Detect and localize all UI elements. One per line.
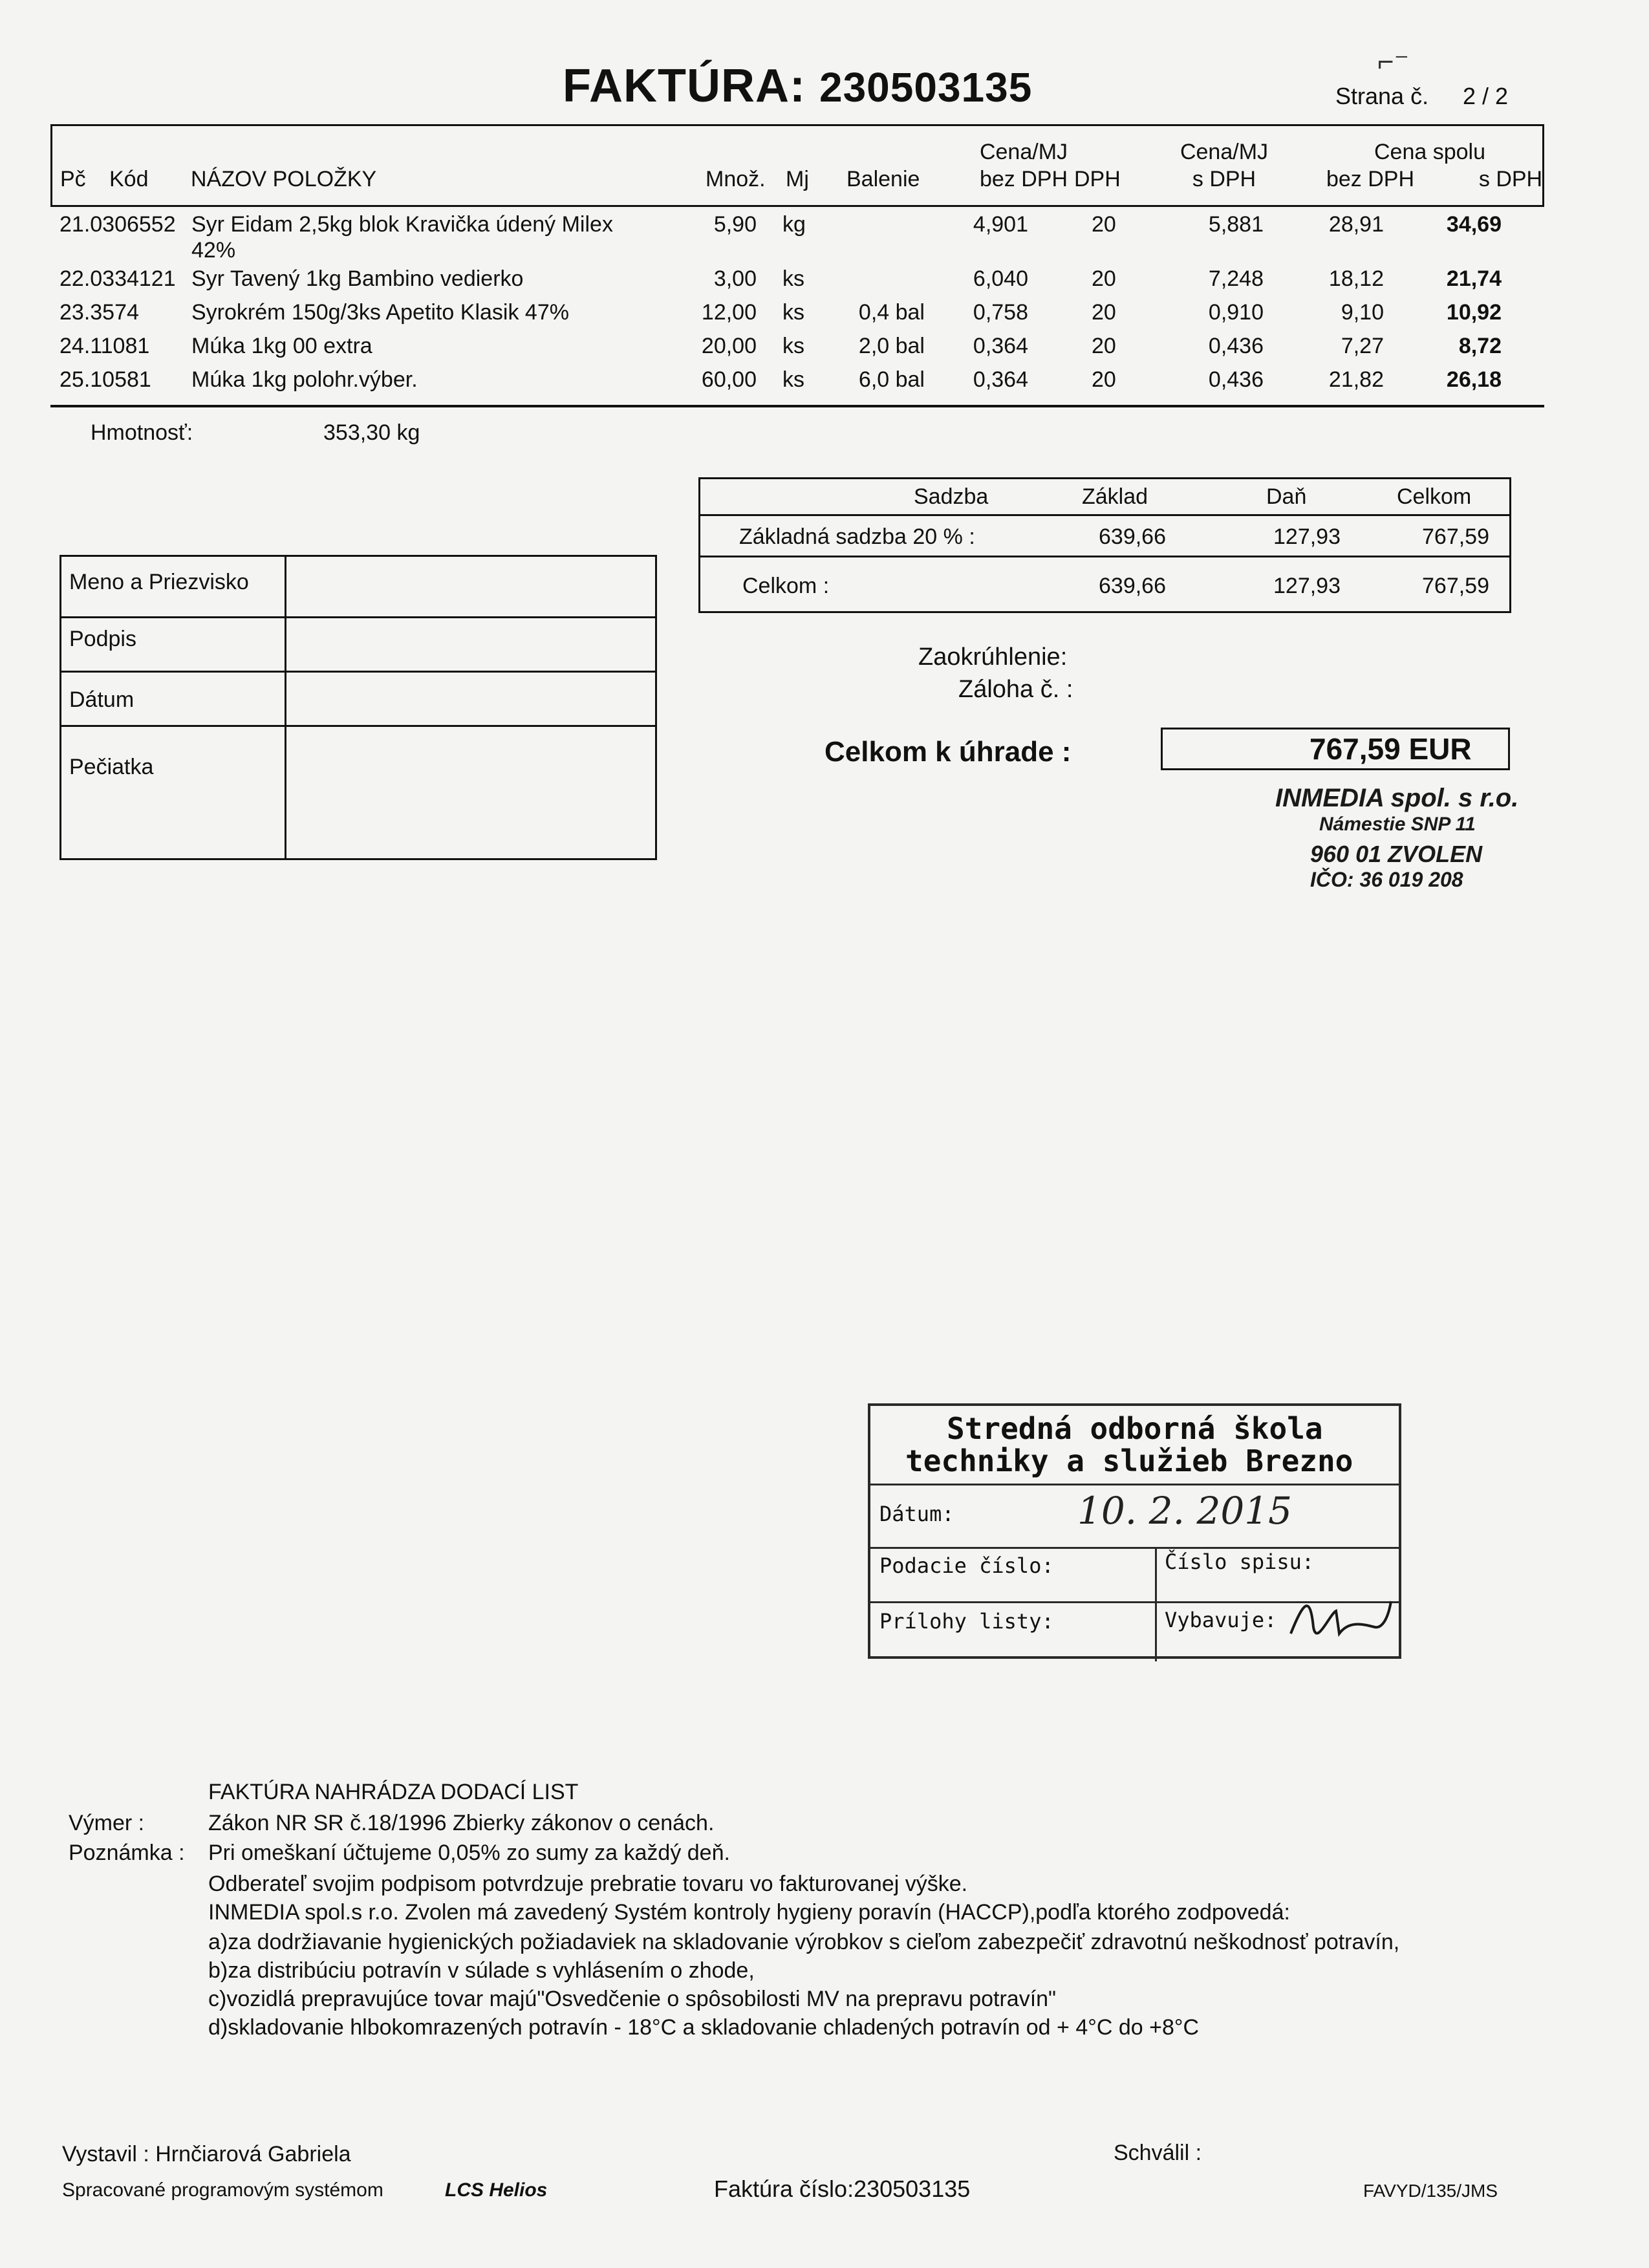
item-vat: 20 [1092,212,1116,237]
vat-basic-base: 639,66 [1099,524,1166,549]
vat-basic-tax: 127,93 [1273,524,1341,549]
item-price-vat: 7,248 [1208,266,1264,291]
item-no: 22.0334121 [59,266,176,291]
note-line: c)vozidlá prepravujúce tovar majú"Osvedčenie o spôsobilosti MV na prepravu potravín" [208,1987,1057,2011]
table-row [0,300,1649,336]
signature-rule [61,616,655,618]
table-bottom-rule [50,405,1544,407]
item-unit: ks [782,300,804,325]
item-price-vat: 0,436 [1208,367,1264,392]
item-total: 7,27 [1341,334,1384,358]
item-name: Múka 1kg 00 extra [191,334,372,358]
notes-heading: FAKTÚRA NAHRÁDZA DODACÍ LIST [208,1780,579,1804]
item-qty: 20,00 [701,334,757,358]
item-price: 4,901 [973,212,1028,237]
note-line: d)skladovanie hlbokomrazených potravín - 18°C a skladovanie chladených potravín od + 4°C do +8°C [208,2015,1200,2040]
table-row [0,212,1649,263]
invoice-title-label: FAKTÚRA: [563,60,806,112]
item-vat: 20 [1092,334,1116,358]
stamp-divider [1155,1547,1157,1661]
item-no: 21.0306552 [59,212,176,237]
vat-total-total: 767,59 [1422,574,1489,598]
table-row [0,367,1649,404]
vat-header-tax: Daň [1266,484,1307,509]
item-pack: 0,4 bal [858,300,925,325]
page-label: Strana č. [1335,83,1429,109]
item-qty: 12,00 [701,300,757,325]
table-row [0,334,1649,370]
signature-rule [61,725,655,727]
vat-divider [700,514,1509,516]
item-pack: 2,0 bal [858,334,925,358]
page-value: 2 / 2 [1463,83,1509,109]
school-receipt-stamp [868,1403,1401,1659]
vat-header-rate: Sadzba [914,484,989,509]
item-price-vat: 0,910 [1208,300,1264,325]
col-dph: DPH [1074,167,1121,191]
item-name: Múka 1kg polohr.výber. [191,367,418,392]
stamp-ico: IČO: 36 019 208 [1310,868,1463,891]
item-no: 25.10581 [59,367,151,392]
vat-divider [700,556,1509,557]
item-unit: ks [782,266,804,291]
stamp-vybavuje-label: Vybavuje: [1165,1608,1277,1632]
item-vat: 20 [1092,266,1116,291]
col-pc: Pč [60,167,86,191]
handwritten-mark: ⌐⁻ [1377,46,1409,78]
item-price: 0,364 [973,334,1028,358]
vat-header-total: Celkom [1397,484,1472,509]
stamp-podacie-label: Podacie číslo: [879,1553,1054,1578]
stamp-rule [870,1484,1399,1485]
item-total-vat: 8,72 [1458,334,1502,358]
sig-name-label: Meno a Priezvisko [69,570,249,594]
footer-invoice-value: 230503135 [854,2176,971,2202]
vat-total-base: 639,66 [1099,574,1166,598]
sig-date-label: Dátum [69,687,135,712]
stamp-spis-label: Číslo spisu: [1165,1550,1315,1574]
item-unit: ks [782,367,804,392]
item-total: 18,12 [1328,266,1384,291]
item-pack: 6,0 bal [858,367,925,392]
vat-summary-table [698,477,1511,613]
total-due-label: Celkom k úhrade : [824,736,1072,768]
note-line: INMEDIA spol.s r.o. Zvolen má zavedený Systém kontroly hygieny poravín (HACCP),podľa ktorého zodpovedá: [208,1900,1290,1925]
item-vat: 20 [1092,367,1116,392]
item-name-line2: 42% [191,238,236,263]
signature-rule [61,671,655,673]
handwritten-signature [1284,1588,1401,1653]
item-price-vat: 0,436 [1208,334,1264,358]
col-mj: Mj [786,167,809,191]
approved-by: Schválil : [1114,2141,1202,2165]
issued-by: Vystavil : Hrnčiarová Gabriela [62,2142,351,2166]
invoice-number: 230503135 [819,64,1033,111]
col-cena-bez-1: Cena/MJ [979,140,1068,164]
col-cena-s-1: Cena/MJ [1180,140,1269,164]
table-header [50,124,1544,207]
item-total-vat: 21,74 [1446,266,1502,291]
vymer-label: Výmer : [69,1811,145,1835]
invoice-title [563,59,1032,113]
item-total: 28,91 [1328,212,1384,237]
col-spolu-s: s DPH [1478,167,1543,191]
document-code: FAVYD/135/JMS [1363,2181,1498,2201]
sig-seal-label: Pečiatka [69,755,154,779]
item-unit: kg [782,212,806,237]
note-line: Odberateľ svojim podpisom potvrdzuje prebratie tovaru vo fakturovanej výške. [208,1872,968,1896]
poznamka-label: Poznámka : [69,1841,185,1865]
system-label: Spracované programovým systémom [62,2179,383,2201]
col-nazov: NÁZOV POLOŽKY [191,167,377,191]
footer-invoice-number [714,2176,970,2203]
col-balenie: Balenie [846,167,920,191]
col-kod: Kód [109,167,149,191]
item-unit: ks [782,334,804,358]
item-total-vat: 34,69 [1446,212,1502,237]
item-name: Syr Eidam 2,5kg blok Kravička údený Milex [191,212,613,237]
vat-basic-total: 767,59 [1422,524,1489,549]
item-total: 21,82 [1328,367,1384,392]
stamp-street: Námestie SNP 11 [1319,814,1476,835]
stamp-city: 960 01 ZVOLEN [1310,841,1483,867]
rounding-label: Zaokrúhlenie: [918,643,1068,671]
school-name-line2: techniky a služieb Brezno [905,1443,1353,1478]
stamp-date-label: Dátum: [879,1502,954,1526]
item-vat: 20 [1092,300,1116,325]
item-price: 6,040 [973,266,1028,291]
item-qty: 3,00 [713,266,757,291]
vymer-text: Zákon NR SR č.18/1996 Zbierky zákonov o cenách. [208,1811,715,1835]
col-mnoz: Množ. [706,167,766,191]
signature-box [59,555,657,860]
footer-invoice-label: Faktúra číslo: [714,2176,854,2202]
item-total-vat: 10,92 [1446,300,1502,325]
item-price: 0,758 [973,300,1028,325]
vat-total-label: Celkom : [742,574,830,598]
weight-value: 353,30 kg [323,420,420,445]
item-total: 9,10 [1341,300,1384,325]
total-due-value: 767,59 EUR [1310,732,1472,766]
item-qty: 60,00 [701,367,757,392]
table-row [0,266,1649,303]
col-cena-s-2: s DPH [1192,167,1256,191]
note-line: a)za dodržiavanie hygienických požiadaviek na skladovanie výrobkov s cieľom zabezpečiť zdravotnú neškodnosť potravín, [208,1930,1400,1954]
stamp-company: INMEDIA spol. s r.o. [1275,784,1519,812]
weight-label: Hmotnosť: [91,420,193,445]
vat-basic-label: Základná sadzba 20 % : [739,524,975,549]
stamp-rule [870,1547,1399,1549]
item-no: 23.3574 [59,300,139,325]
poznamka-text: Pri omeškaní účtujeme 0,05% zo sumy za každý deň. [208,1841,730,1865]
col-spolu-bez: bez DPH [1326,167,1415,191]
item-name: Syr Tavený 1kg Bambino vedierko [191,266,524,291]
col-cena-bez-2: bez DPH [979,167,1068,191]
stamp-prilohy-label: Prílohy listy: [879,1609,1054,1634]
item-price-vat: 5,881 [1208,212,1264,237]
advance-label: Záloha č. : [958,676,1073,703]
note-line: b)za distribúciu potravín v súlade s vyhlásením o zhode, [208,1958,755,1983]
signature-divider [285,557,286,858]
item-name: Syrokrém 150g/3ks Apetito Klasik 47% [191,300,569,325]
system-name: LCS Helios [445,2179,548,2201]
item-qty: 5,90 [713,212,757,237]
item-no: 24.11081 [59,334,150,358]
col-spolu: Cena spolu [1374,140,1485,164]
school-name-line1: Stredná odborná škola [947,1411,1323,1446]
item-total-vat: 26,18 [1446,367,1502,392]
vat-total-tax: 127,93 [1273,574,1341,598]
item-price: 0,364 [973,367,1028,392]
sig-sign-label: Podpis [69,627,136,651]
vat-header-base: Základ [1082,484,1148,509]
stamp-date-value: 10. 2. 2015 [1077,1489,1293,1533]
